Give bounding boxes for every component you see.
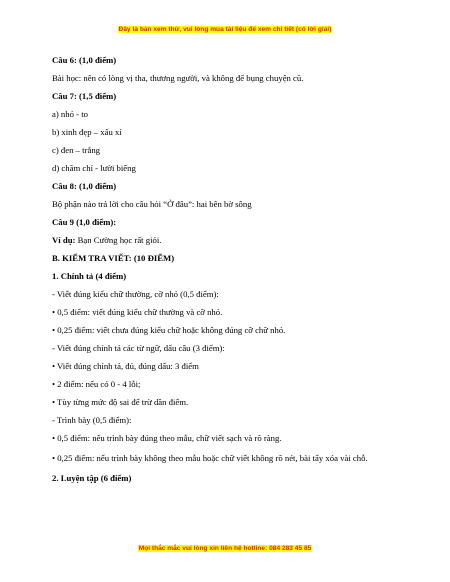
question-8-title: Câu 8: (1,0 điểm) [52,181,117,191]
dictation-criterion: • 0,5 điểm: nếu trình bày đúng theo mẫu, chữ viết sạch và rõ ràng. [52,433,282,443]
question-9-example [52,235,404,246]
dictation-criterion: • 0,25 điểm: nếu trình bày không theo mẫu hoặc chữ viết không rõ nét, bài tẩy xóa vài chỗ. [52,453,368,463]
dictation-criterion: • 0,5 điểm: viết đúng kiểu chữ thường và cỡ nhỏ. [52,307,223,317]
dictation-criterion: • 0,25 điểm: viết chưa đúng kiểu chữ hoặc không đúng cỡ chữ nhỏ. [52,325,286,335]
question-9-title: Câu 9 (1,0 điểm): [52,217,117,227]
dictation-title: 1. Chính tả (4 điểm) [52,271,127,281]
question-7-answer-b: b) xinh đẹp – xấu xí [52,127,122,137]
dictation-criterion: - Viết đúng kiểu chữ thường, cỡ nhỏ (0,5 điểm): [52,289,219,299]
dictation-criterion: • Viết đúng chính tả, đủ, đúng dấu: 3 điểm [52,361,199,371]
question-6-answer: Bài học: nên có lòng vị tha, thương người, và không để bụng chuyện cũ. [52,73,304,83]
section-b-title: B. KIỂM TRA VIẾT: (10 ĐIỂM) [52,253,175,263]
example-label: Ví dụ: [52,235,76,245]
question-7-title: Câu 7: (1,5 điểm) [52,91,117,101]
question-8-answer: Bộ phận nào trả lời cho câu hỏi “Ở đâu”: hai bên bờ sông [52,199,252,209]
dictation-criterion: • 2 điểm: nếu có 0 - 4 lỗi; [52,379,141,389]
dictation-criterion: • Tùy từng mức độ sai để trừ dần điểm. [52,397,189,407]
preview-banner [0,26,450,33]
example-text: Bạn Cường học rất giỏi. [75,235,162,245]
document-body [52,55,404,484]
preview-banner-text: Đây là bản xem thử, vui lòng mua tài liệu để xem chi tiết (có lời giải) [118,26,332,33]
dictation-criterion: - Viết đúng chính tả các từ ngữ, dấu câu (3 điểm): [52,343,225,353]
dictation-criterion: - Trình bày (0,5 điểm): [52,415,132,425]
question-7-answer-c: c) đen – trắng [52,145,101,155]
question-7-answer-a: a) nhỏ - to [52,109,88,119]
question-6-title: Câu 6: (1,0 điểm) [52,55,117,65]
question-7-answer-d: d) chăm chỉ - lười biếng [52,163,136,173]
practice-title: 2. Luyện tập (6 điểm) [52,473,132,483]
hotline-banner [0,545,450,552]
hotline-banner-text: Mọi thắc mắc vui lòng xin liên hệ hotline: 084 283 45 85 [138,545,312,552]
